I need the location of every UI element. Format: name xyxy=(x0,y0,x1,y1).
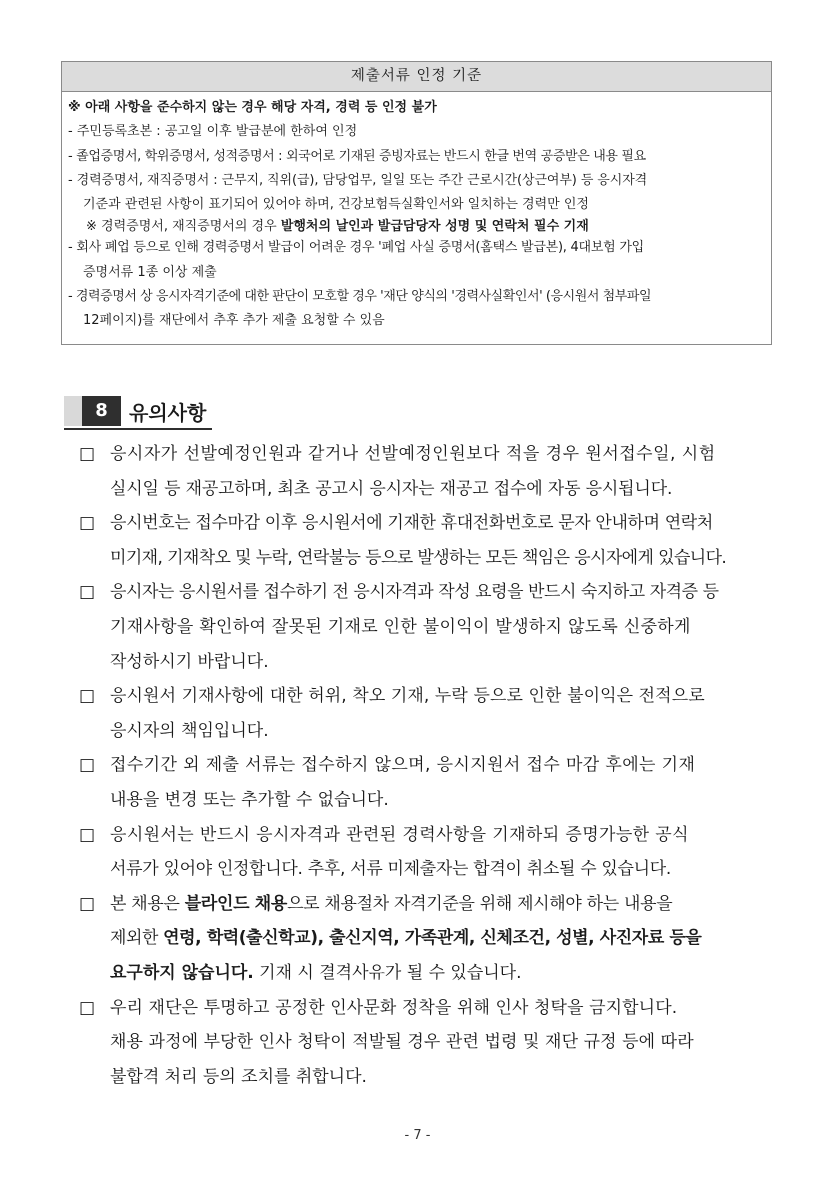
note-line: 내용을 변경 또는 추가할 수 없습니다. xyxy=(110,789,389,810)
criteria-warning: ※ 아래 사항을 준수하지 않는 경우 해당 자격, 경력 등 인정 불가 xyxy=(68,100,437,115)
note-line: 응시자의 책임입니다. xyxy=(110,720,269,741)
checkbox-icon: □ xyxy=(79,893,96,914)
checkbox-icon: □ xyxy=(79,582,96,603)
list-item xyxy=(79,818,779,887)
criteria-body xyxy=(62,92,771,334)
criteria-line: - 경력증명서 상 응시자격기준에 대한 판단이 모호할 경우 '재단 양식의 '경력사실확인서' (응시원서 첨부파일 xyxy=(68,289,652,305)
list-item xyxy=(79,679,779,748)
note-line: 서류가 있어야 인정합니다. 추후, 서류 미제출자는 합격이 취소될 수 있습니다. xyxy=(110,859,672,880)
note-line: 작성하시기 바랍니다. xyxy=(110,651,269,672)
criteria-line: - 주민등록초본 : 공고일 이후 발급분에 한하여 인정 xyxy=(68,124,358,140)
list-item xyxy=(79,887,779,991)
note-line: 채용 과정에 부당한 인사 청탁이 적발될 경우 관련 법령 및 재단 규정 등에 따라 xyxy=(110,1032,694,1053)
section-title: 유의사항 xyxy=(129,400,207,425)
checkbox-icon: □ xyxy=(79,444,96,464)
blind-text: 으로 채용절차 자격기준을 위해 제시해야 하는 내용을 xyxy=(287,893,673,914)
criteria-note-bold: 발행처의 날인과 발급담당자 성명 및 연락처 필수 기재 xyxy=(280,219,589,235)
note-line xyxy=(110,887,779,922)
list-item xyxy=(79,748,779,817)
criteria-heading: 제출서류 인정 기준 xyxy=(62,62,771,92)
note-line: 접수기간 외 제출 서류는 접수하지 않으며, 응시지원서 접수 마감 후에는 기재 xyxy=(110,755,696,776)
checkbox-icon: □ xyxy=(79,513,96,534)
checkbox-icon: □ xyxy=(79,997,96,1018)
criteria-line: 증명서류 1종 이상 제출 xyxy=(83,264,217,280)
section-number: 8 xyxy=(82,396,121,426)
note-line: 응시자는 응시원서를 접수하기 전 응시자격과 작성 요령을 반드시 숙지하고 자격증 등 xyxy=(110,582,719,603)
list-item xyxy=(79,437,779,506)
note-line: 응시번호는 접수마감 이후 응시원서에 기재한 휴대전화번호로 문자 안내하며 연락처 xyxy=(110,513,713,534)
list-item xyxy=(79,506,779,575)
criteria-line: - 회사 폐업 등으로 인해 경력증명서 발급이 어려운 경우 '폐업 사실 증명서(홈택스 발급본), 4대보험 가입 xyxy=(68,240,644,256)
criteria-line: 12페이지)를 재단에서 추후 추가 제출 요청할 수 있음 xyxy=(83,313,385,329)
notes-list xyxy=(79,437,779,1094)
checkbox-icon: □ xyxy=(79,824,96,845)
section-header xyxy=(82,396,206,426)
checkbox-icon: □ xyxy=(79,755,96,776)
criteria-note-prefix: ※ 경력증명서, 재직증명서의 경우 xyxy=(86,219,281,235)
blind-text: 제외한 xyxy=(110,928,164,949)
blind-bold: 블라인드 채용 xyxy=(184,893,288,914)
criteria-line: - 졸업증명서, 학위증명서, 성적증명서 : 외국어로 기재된 증빙자료는 반드시 한글 번역 공증받은 내용 필요 xyxy=(68,148,646,164)
note-line: 응시자가 선발예정인원과 같거나 선발예정인원보다 적을 경우 원서접수일, 시험 xyxy=(110,444,716,464)
note-line: 불합격 처리 등의 조치를 취합니다. xyxy=(110,1066,367,1087)
blind-bold: 요구하지 않습니다. xyxy=(110,962,254,983)
criteria-line: - 경력증명서, 재직증명서 : 근무지, 직위(급), 담당업무, 일일 또는 주간 근로시간(상근여부) 등 응시자격 xyxy=(68,172,648,188)
blind-text: 기재 시 결격사유가 될 수 있습니다. xyxy=(253,962,522,983)
note-line xyxy=(110,956,779,991)
page-number: - 7 - xyxy=(404,1128,431,1143)
note-line: 우리 재단은 투명하고 공정한 인사문화 정착을 위해 인사 청탁을 금지합니다. xyxy=(110,997,678,1018)
blind-text: 본 채용은 xyxy=(110,893,185,914)
note-line: 응시원서 기재사항에 대한 허위, 착오 기재, 누락 등으로 인한 불이익은 전적으로 xyxy=(110,686,705,707)
note-line: 기재사항을 확인하여 잘못된 기재로 인한 불이익이 발생하지 않도록 신중하게 xyxy=(110,616,691,637)
note-line: 미기재, 기재착오 및 누락, 연락불능 등으로 발생하는 모든 책임은 응시자에게 있습니다. xyxy=(110,547,727,568)
list-item xyxy=(79,575,779,679)
checkbox-icon: □ xyxy=(79,686,96,707)
criteria-line: 기준과 관련된 사항이 표기되어 있어야 하며, 건강보험득실확인서와 일치하는 경력만 인정 xyxy=(83,197,589,213)
list-item xyxy=(79,991,779,1095)
note-line: 응시원서는 반드시 응시자격과 관련된 경력사항을 기재하되 증명가능한 공식 xyxy=(110,824,689,845)
note-line: 실시일 등 재공고하며, 최초 공고시 응시자는 재공고 접수에 자동 응시됩니다. xyxy=(110,478,673,499)
criteria-box xyxy=(61,61,772,345)
section-underline xyxy=(64,428,212,430)
note-line xyxy=(110,921,779,956)
blind-bold: 연령, 학력(출신학교), 출신지역, 가족관계, 신체조건, 성별, 사진자료 등을 xyxy=(163,928,702,949)
criteria-note xyxy=(68,217,763,236)
